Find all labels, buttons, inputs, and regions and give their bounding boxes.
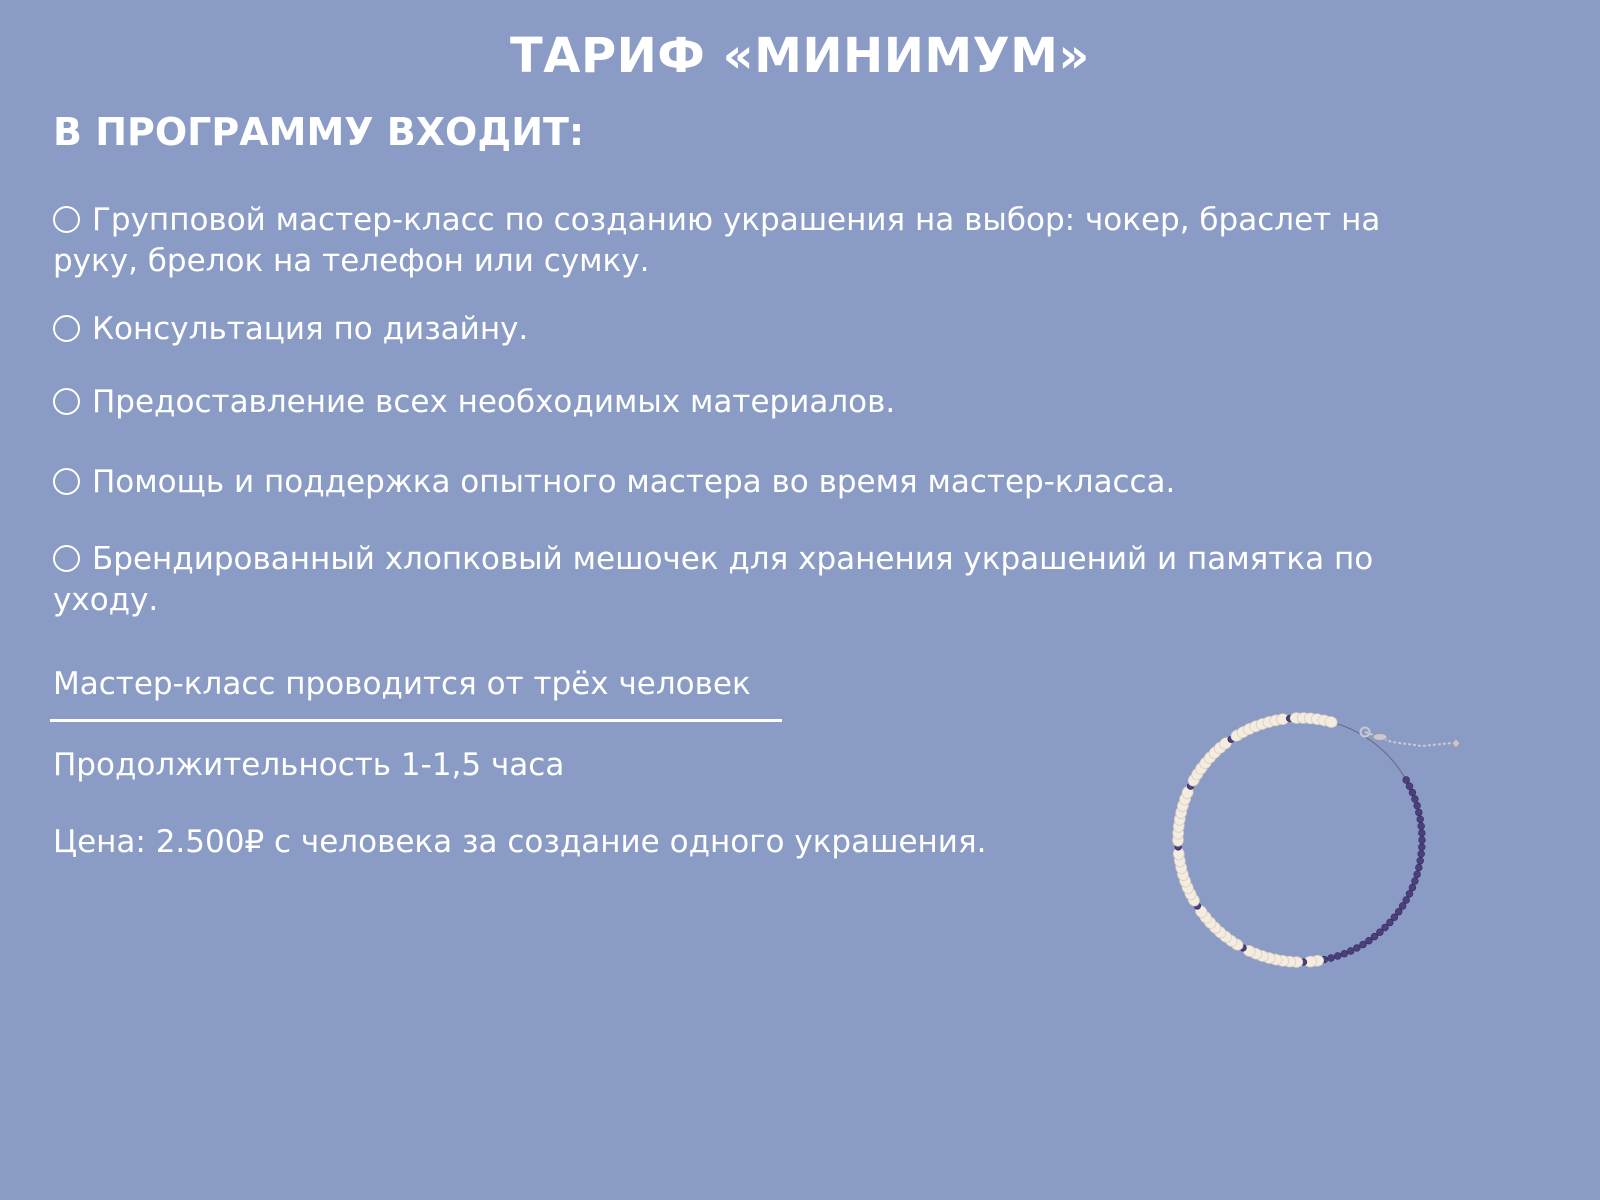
divider (50, 719, 782, 722)
list-item (53, 462, 1175, 503)
amethyst-bead (1418, 830, 1425, 837)
circle-outline-icon (53, 206, 80, 233)
amethyst-bead (1354, 945, 1361, 952)
circle-outline-icon (53, 468, 80, 495)
amethyst-bead (1415, 809, 1422, 816)
list-item (53, 382, 895, 423)
pearl-amethyst-choker-image (1160, 710, 1480, 1000)
amethyst-bead (1403, 777, 1410, 784)
amethyst-bead (1418, 844, 1425, 851)
amethyst-bead (1360, 941, 1367, 948)
charm-heart (1452, 739, 1460, 748)
list-item (53, 539, 1453, 621)
circle-outline-icon (53, 388, 80, 415)
list-item-text: Консультация по дизайну. (92, 311, 529, 347)
amethyst-bead (1415, 864, 1422, 871)
circle-outline-icon (53, 315, 80, 342)
amethyst-bead (1417, 857, 1424, 864)
price-text: Цена: 2.500₽ с человека за создание одного украшения. (53, 824, 987, 860)
amethyst-bead (1347, 948, 1354, 955)
amethyst-bead (1414, 871, 1421, 878)
amethyst-bead (1418, 823, 1425, 830)
amethyst-bead (1334, 953, 1341, 960)
amethyst-bead (1419, 837, 1426, 844)
circle-outline-icon (53, 545, 80, 572)
list-item-text: Помощь и поддержка опытного мастера во время мастер-класса. (92, 464, 1176, 500)
amethyst-bead (1412, 796, 1419, 803)
amethyst-bead (1417, 816, 1424, 823)
amethyst-bead (1403, 897, 1410, 904)
list-item (53, 200, 1453, 282)
duration-text: Продолжительность 1-1,5 часа (53, 747, 565, 783)
list-item-text: Брендированный хлопковый мешочек для хранения украшений и памятка по уходу. (53, 541, 1374, 618)
amethyst-bead (1409, 884, 1416, 891)
page-title: ТАРИФ «МИНИМУМ» (510, 28, 1090, 84)
amethyst-bead (1409, 789, 1416, 796)
list-item-text: Предоставление всех необходимых материалов. (92, 384, 896, 420)
amethyst-bead (1412, 878, 1419, 885)
section-heading: В ПРОГРАММУ ВХОДИТ: (53, 110, 585, 154)
amethyst-bead (1418, 851, 1425, 858)
amethyst-bead (1366, 937, 1373, 944)
amethyst-bead (1341, 950, 1348, 957)
amethyst-bead (1328, 955, 1335, 962)
amethyst-bead (1406, 890, 1413, 897)
list-item-text: Групповой мастер-класс по созданию украшения на выбор: чокер, браслет на руку, брелок на телефон или сумку. (53, 202, 1381, 279)
list-item (53, 309, 528, 350)
group-size-note: Мастер-класс проводится от трёх человек (53, 666, 751, 702)
lobster-clasp (1373, 734, 1387, 741)
amethyst-bead (1414, 802, 1421, 809)
amethyst-bead (1406, 783, 1413, 790)
